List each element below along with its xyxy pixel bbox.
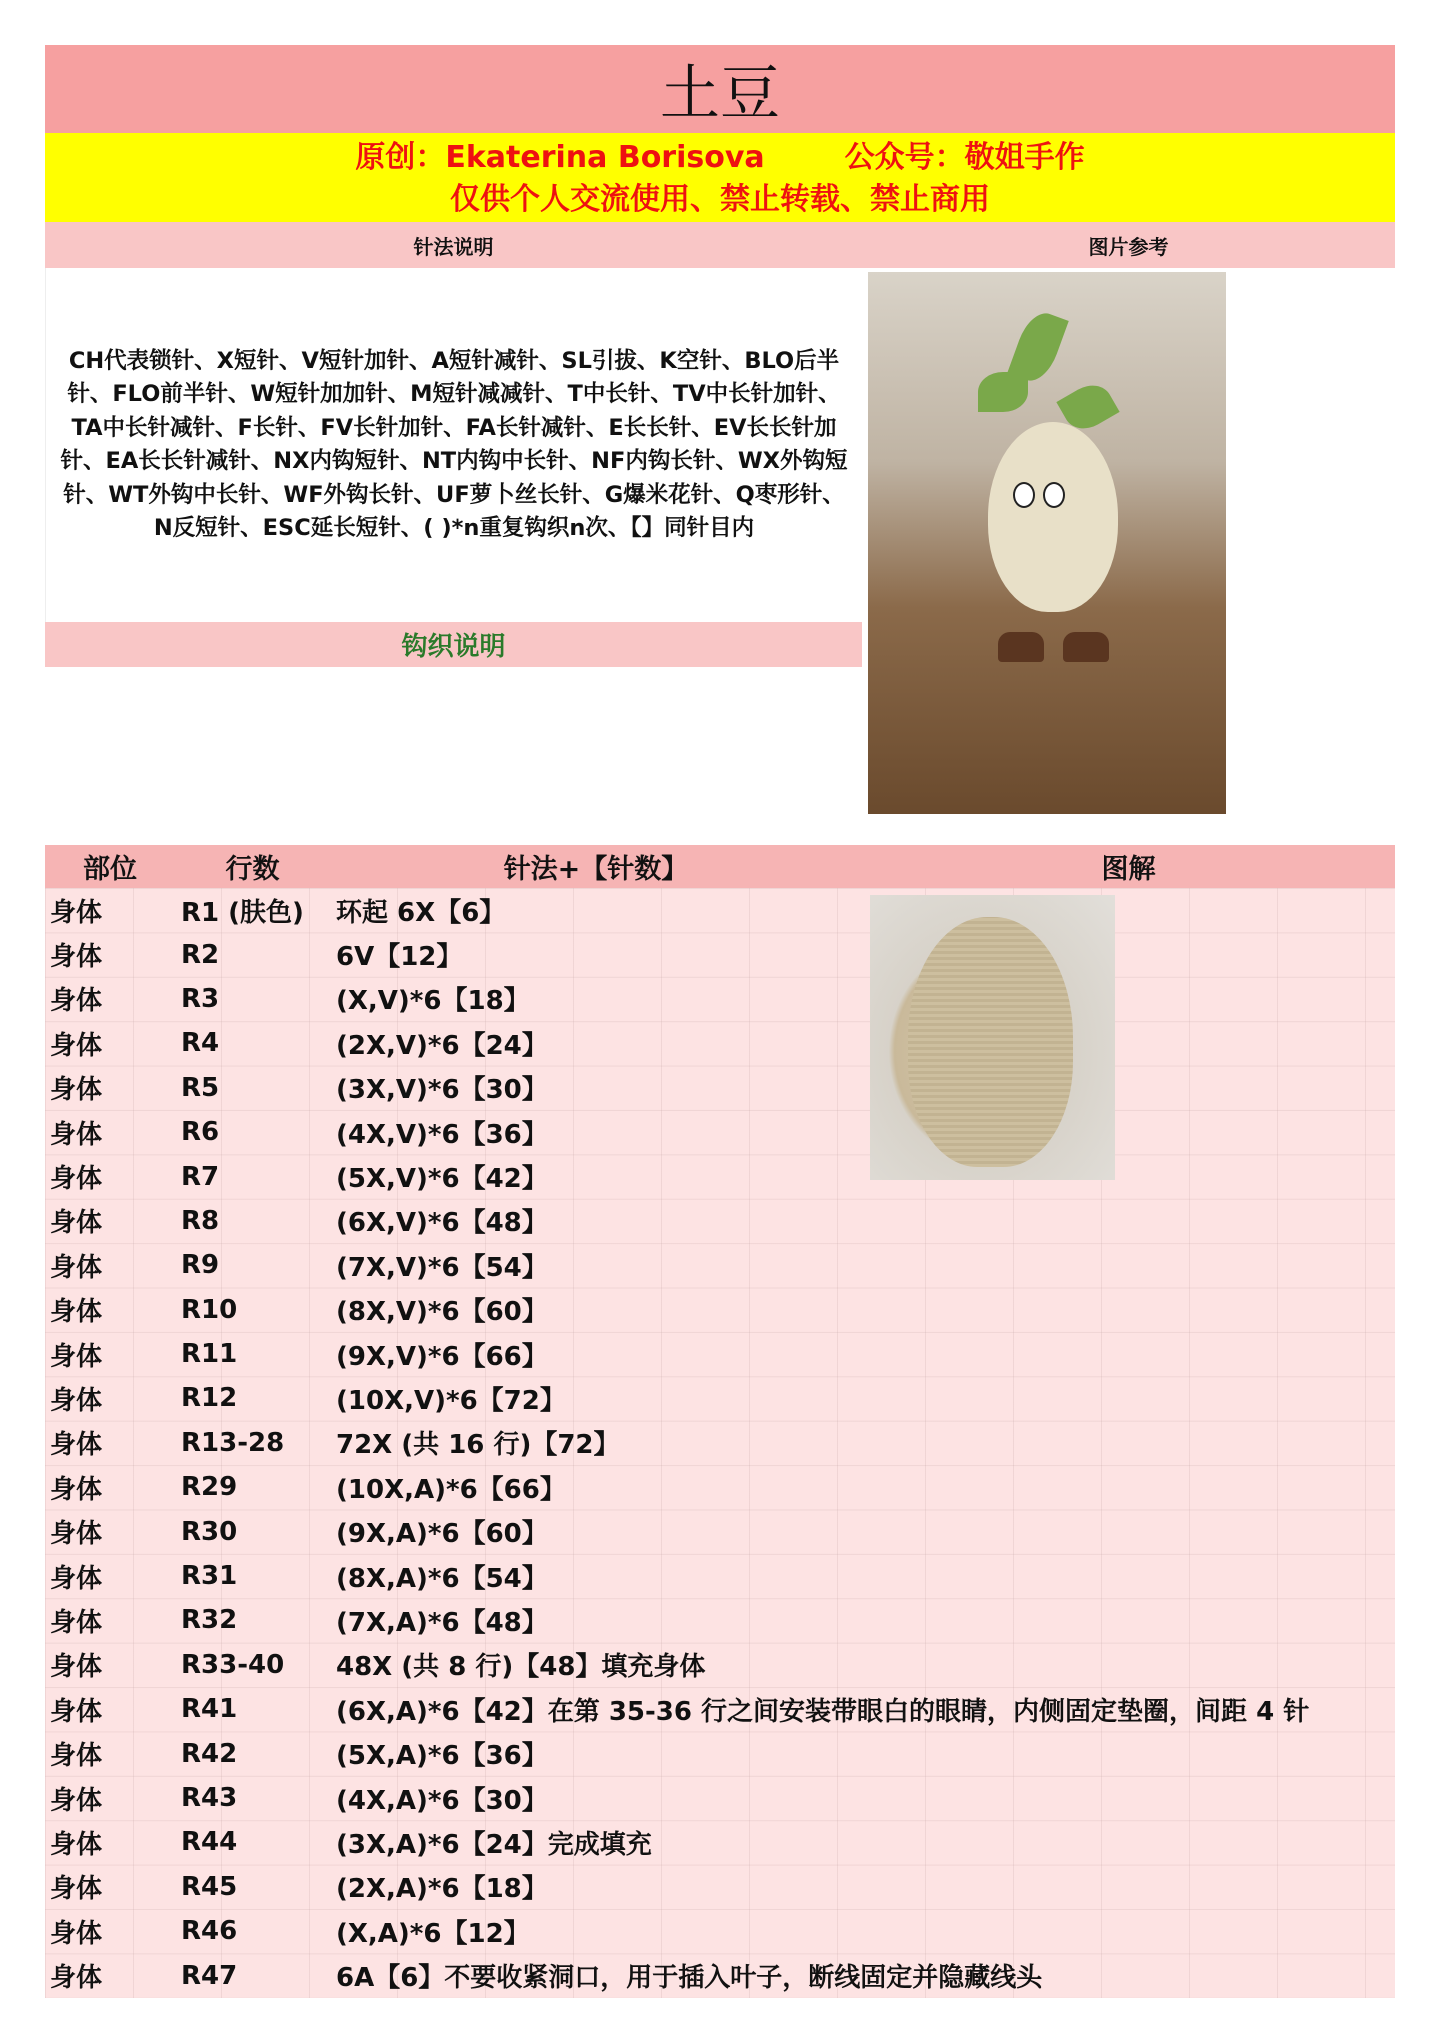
table-row bbox=[45, 1376, 1395, 1420]
row-number-cell: R9 bbox=[181, 1250, 220, 1281]
instruction-cell: (4X,V)*6【36】 bbox=[336, 1119, 548, 1150]
instruction-cell: (8X,V)*6【60】 bbox=[336, 1297, 548, 1328]
instruction-cell: (2X,V)*6【24】 bbox=[336, 1030, 548, 1061]
table-row bbox=[45, 888, 1395, 932]
table-row bbox=[45, 932, 1395, 976]
instruction-cell: (7X,V)*6【54】 bbox=[336, 1252, 548, 1283]
instruction-cell: (2X,A)*6【18】 bbox=[336, 1874, 548, 1905]
column-header: 图解 bbox=[1101, 854, 1156, 885]
row-number-cell: R33-40 bbox=[181, 1649, 285, 1680]
instruction-cell: (6X,V)*6【48】 bbox=[336, 1208, 548, 1239]
part-cell: 身体 bbox=[50, 1963, 103, 1994]
part-cell: 身体 bbox=[50, 1297, 103, 1328]
part-cell: 身体 bbox=[50, 1341, 103, 1372]
pattern-table bbox=[45, 888, 1395, 1998]
table-row bbox=[45, 1243, 1395, 1287]
table-row bbox=[45, 1776, 1395, 1820]
crochet-guide-header: 钩织说明 bbox=[45, 622, 862, 667]
table-row bbox=[45, 1288, 1395, 1332]
row-number-cell: R12 bbox=[181, 1383, 238, 1414]
part-cell: 身体 bbox=[50, 1652, 103, 1683]
table-row bbox=[45, 1465, 1395, 1509]
row-number-cell: R43 bbox=[181, 1783, 238, 1813]
usage-notice: 仅供个人交流使用、禁止转载、禁止商用 bbox=[450, 182, 990, 217]
instruction-cell: (3X,A)*6【24】完成填充 bbox=[336, 1829, 652, 1860]
row-number-cell: R1 (肤色) bbox=[181, 897, 304, 928]
page-title: 土豆 bbox=[45, 45, 1395, 133]
table-row bbox=[45, 1687, 1395, 1731]
part-cell: 身体 bbox=[50, 1208, 103, 1239]
part-cell: 身体 bbox=[50, 1430, 103, 1461]
instruction-cell: 6A【6】不要收紧洞口，用于插入叶子，断线固定并隐藏线头 bbox=[336, 1963, 1043, 1994]
table-row bbox=[45, 1598, 1395, 1642]
instruction-cell: 48X (共 8 行)【48】填充身体 bbox=[336, 1652, 706, 1683]
part-cell: 身体 bbox=[50, 1119, 103, 1150]
part-cell: 身体 bbox=[50, 1164, 103, 1195]
part-cell: 身体 bbox=[50, 942, 103, 973]
stitch-description bbox=[45, 268, 862, 622]
table-row bbox=[45, 1110, 1395, 1154]
photo-ref-header: 图片参考 bbox=[862, 222, 1395, 268]
table-row bbox=[45, 1820, 1395, 1864]
part-cell: 身体 bbox=[50, 1563, 103, 1594]
diagram-photo bbox=[870, 895, 1115, 1180]
table-row bbox=[45, 1865, 1395, 1909]
table-row bbox=[45, 1909, 1395, 1953]
instruction-cell: (10X,V)*6【72】 bbox=[336, 1385, 566, 1416]
part-cell: 身体 bbox=[50, 986, 103, 1017]
instruction-cell: 环起 6X【6】 bbox=[336, 897, 506, 928]
table-row bbox=[45, 1643, 1395, 1687]
part-cell: 身体 bbox=[50, 1385, 103, 1416]
instruction-cell: (10X,A)*6【66】 bbox=[336, 1474, 566, 1505]
row-number-cell: R4 bbox=[181, 1028, 220, 1059]
instruction-cell: 72X (共 16 行)【72】 bbox=[336, 1430, 620, 1461]
table-row bbox=[45, 977, 1395, 1021]
row-number-cell: R44 bbox=[181, 1827, 238, 1858]
part-cell: 身体 bbox=[50, 1741, 103, 1772]
instruction-cell: (9X,V)*6【66】 bbox=[336, 1341, 548, 1372]
row-number-cell: R32 bbox=[181, 1605, 238, 1636]
table-row bbox=[45, 1421, 1395, 1465]
copyright-banner bbox=[45, 133, 1395, 222]
instruction-cell: (4X,A)*6【30】 bbox=[336, 1785, 548, 1816]
row-number-cell: R8 bbox=[181, 1205, 220, 1236]
column-header: 行数 bbox=[225, 854, 280, 885]
stitch-description-text: CH代表锁针、X短针、V短针加针、A短针减针、SL引拔、K空针、BLO后半针、FLO前半针、W短针加加针、M短针减减针、T中长针、TV中长针加针、TA中长针减针、F长针、FV长针加针、FA长针减针、E长长针、EV长长针加针、EA长长针减针、NX内钩短针、NT内钩中长针、NF内钩长针、WX外钩短针、WT外钩中长针、WF外钩长针、UF萝卜丝长针、G爆米花针、Q枣形针、N反短针、ESC延长短针、( )*n重复钩织n次、【】同针目内 bbox=[60, 347, 848, 541]
instruction-cell: (6X,A)*6【42】在第 35-36 行之间安装带眼白的眼睛，内侧固定垫圈，间距 4 针 bbox=[336, 1696, 1310, 1727]
table-row bbox=[45, 1154, 1395, 1198]
part-cell: 身体 bbox=[50, 1030, 103, 1061]
row-number-cell: R42 bbox=[181, 1738, 238, 1769]
author: 原创：Ekaterina Borisova bbox=[355, 140, 765, 175]
instruction-cell: (8X,A)*6【54】 bbox=[336, 1563, 548, 1594]
instruction-cell: 6V【12】 bbox=[336, 942, 463, 973]
row-number-cell: R6 bbox=[181, 1117, 220, 1148]
table-row bbox=[45, 1332, 1395, 1376]
row-number-cell: R13-28 bbox=[181, 1427, 285, 1458]
part-cell: 身体 bbox=[50, 1075, 103, 1106]
stitch-guide-header: 针法说明 bbox=[45, 222, 862, 268]
row-number-cell: R30 bbox=[181, 1516, 238, 1547]
part-cell: 身体 bbox=[50, 1918, 103, 1949]
reference-photo bbox=[868, 272, 1226, 814]
part-cell: 身体 bbox=[50, 1829, 103, 1860]
row-number-cell: R5 bbox=[181, 1072, 220, 1103]
instruction-cell: (5X,A)*6【36】 bbox=[336, 1741, 548, 1772]
part-cell: 身体 bbox=[50, 1519, 103, 1550]
part-cell: 身体 bbox=[50, 1252, 103, 1283]
instruction-cell: (3X,V)*6【30】 bbox=[336, 1075, 548, 1106]
row-number-cell: R29 bbox=[181, 1472, 238, 1503]
table-row bbox=[45, 1953, 1395, 1997]
table-row bbox=[45, 1066, 1395, 1110]
part-cell: 身体 bbox=[50, 1874, 103, 1905]
row-number-cell: R46 bbox=[181, 1916, 238, 1947]
row-number-cell: R11 bbox=[181, 1339, 238, 1370]
part-cell: 身体 bbox=[50, 1696, 103, 1727]
part-cell: 身体 bbox=[50, 897, 103, 928]
part-cell: 身体 bbox=[50, 1785, 103, 1816]
table-row bbox=[45, 1509, 1395, 1553]
table-row bbox=[45, 1199, 1395, 1243]
row-number-cell: R2 bbox=[181, 939, 220, 970]
row-number-cell: R3 bbox=[181, 983, 220, 1014]
row-number-cell: R7 bbox=[181, 1161, 220, 1192]
instruction-cell: (9X,A)*6【60】 bbox=[336, 1519, 548, 1550]
instruction-cell: (5X,V)*6【42】 bbox=[336, 1164, 548, 1195]
row-number-cell: R45 bbox=[181, 1871, 238, 1902]
row-number-cell: R10 bbox=[181, 1294, 238, 1325]
instruction-cell: (7X,A)*6【48】 bbox=[336, 1607, 548, 1638]
row-number-cell: R47 bbox=[181, 1960, 238, 1991]
table-header bbox=[45, 845, 1395, 888]
row-number-cell: R41 bbox=[181, 1694, 238, 1725]
column-header: 针法+【针数】 bbox=[503, 854, 689, 885]
table-row bbox=[45, 1021, 1395, 1065]
instruction-cell: (X,V)*6【18】 bbox=[336, 986, 530, 1017]
part-cell: 身体 bbox=[50, 1474, 103, 1505]
instruction-cell: (X,A)*6【12】 bbox=[336, 1918, 530, 1949]
column-header: 部位 bbox=[83, 854, 137, 885]
part-cell: 身体 bbox=[50, 1607, 103, 1638]
table-row bbox=[45, 1731, 1395, 1775]
row-number-cell: R31 bbox=[181, 1561, 238, 1592]
account: 公众号：敬姐手作 bbox=[844, 140, 1085, 175]
table-row bbox=[45, 1554, 1395, 1598]
